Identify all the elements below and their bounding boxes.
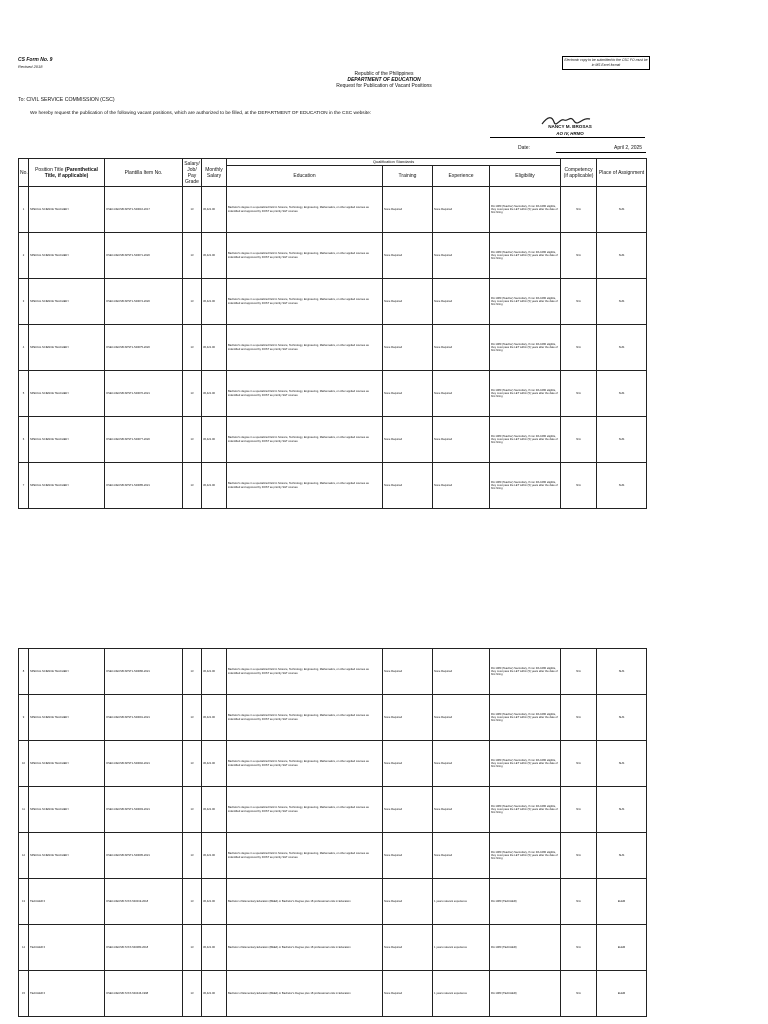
experience-cell: None Required (433, 649, 490, 695)
col-experience: Experience (433, 166, 490, 187)
col-position-title: Position Title (Parenthetical Title, if applicable) (29, 159, 105, 187)
experience-cell: None Required (433, 833, 490, 879)
competency-cell: N/A (561, 649, 597, 695)
education-cell: Bachelor's degree in a specialized field in Science, Technology, Engineering, Mathematics, or other applied courses as indentified and approved by DOST as priority S&T courses (227, 187, 383, 233)
competency-cell: N/A (561, 187, 597, 233)
competency-cell: N/A (561, 787, 597, 833)
education-cell: Bachelor's degree in a specialized field in Science, Technology, Engineering, Mathematics, or other applied courses as indentified and approved by DOST as priority S&T courses (227, 833, 383, 879)
plantilla-item-cell: OSEC-DECSB-SPST1-540077-2020 (105, 417, 183, 463)
table-row (19, 279, 647, 325)
col-plantilla: Plantilla Item No. (105, 159, 183, 187)
education-cell: Bachelor's degree in a specialized field in Science, Technology, Engineering, Mathematics, or other applied courses as indentified and approved by DOST as priority S&T courses (227, 233, 383, 279)
table-row (19, 325, 647, 371)
position-title-cell: SPECIAL SCIENCE TEACHER I (29, 325, 105, 371)
monthly-salary-cell: 36,421.00 (202, 741, 227, 787)
position-title-cell: SPECIAL SCIENCE TEACHER I (29, 233, 105, 279)
experience-cell: None Required (433, 695, 490, 741)
competency-cell: N/A (561, 325, 597, 371)
competency-cell: N/A (561, 463, 597, 509)
training-cell: None Required (383, 925, 433, 971)
row-number: 1 (19, 187, 29, 233)
salary-grade-cell: 13 (183, 741, 202, 787)
form-number: CS Form No. 9 (18, 57, 53, 63)
row-number: 13 (19, 879, 29, 925)
eligibility-cell: RA 1080 (TEACHER) (490, 879, 561, 925)
monthly-salary-cell: 36,421.00 (202, 187, 227, 233)
request-statement: We hereby request the publication of the following vacant positions, which are authorized to be filled, at the DEPARTMENT OF EDUCATION in the CSC website: (30, 111, 372, 116)
experience-cell: 1 years relevant experience (433, 925, 490, 971)
place-of-assignment-cell: ELEM (597, 879, 647, 925)
salary-grade-cell: 13 (183, 325, 202, 371)
plantilla-item-cell: OSEC-DECSB-SPST1-540076-2021 (105, 371, 183, 417)
competency-cell: N/A (561, 925, 597, 971)
signatory-position: AO IV, HRMO (556, 131, 584, 136)
row-number: 4 (19, 325, 29, 371)
eligibility-cell: RA 1080 (Teacher) Secondary, If non RA 1080 eligible, they must pass the LET within (5) years after the date of first hiring (490, 233, 561, 279)
education-cell: Bachelor of Elementary Education (BEEd) or Bachelor's Degree plus 18 professional units in Education (227, 879, 383, 925)
col-salary-grade: Salary/ Job/ Pay Grade (184, 160, 200, 185)
col-competency: Competency (if applicable) (561, 159, 597, 187)
position-title-cell: TEACHER II (29, 971, 105, 1017)
signature-line (490, 137, 645, 138)
col-training: Training (383, 166, 433, 187)
experience-cell: 1 years relevant experience (433, 879, 490, 925)
place-of-assignment-cell: SHS (597, 417, 647, 463)
plantilla-item-cell: OSEC-DECSB-SPST1-540016-2017 (105, 187, 183, 233)
plantilla-item-cell: OSEC-DECSB-T2XX-540446-1998 (105, 971, 183, 1017)
place-of-assignment-cell: ELEM (597, 971, 647, 1017)
date-value: April 2, 2025 (614, 145, 643, 151)
monthly-salary-cell: 36,421.00 (202, 325, 227, 371)
row-number: 6 (19, 417, 29, 463)
training-cell: None Required (383, 879, 433, 925)
position-title-cell: SPECIAL SCIENCE TEACHER I (29, 187, 105, 233)
salary-grade-cell: 13 (183, 787, 202, 833)
plantilla-item-cell: OSEC-DECSB-SPST1-540093-2021 (105, 787, 183, 833)
competency-cell: N/A (561, 741, 597, 787)
monthly-salary-cell: 36,421.00 (202, 463, 227, 509)
salary-grade-cell: 13 (183, 463, 202, 509)
competency-cell: N/A (561, 417, 597, 463)
competency-cell: N/A (561, 371, 597, 417)
place-of-assignment-cell: SHS (597, 233, 647, 279)
training-cell: None Required (383, 695, 433, 741)
table-row (19, 741, 647, 787)
education-cell: Bachelor's degree in a specialized field in Science, Technology, Engineering, Mathematics, or other applied courses as indentified and approved by DOST as priority S&T courses (227, 279, 383, 325)
row-number: 8 (19, 649, 29, 695)
plantilla-item-cell: OSEC-DECSB-SPST1-540075-2020 (105, 325, 183, 371)
position-title-cell: SPECIAL SCIENCE TEACHER I (29, 463, 105, 509)
date-label: Date: (518, 145, 530, 151)
form-revision: Revised 2018 (18, 64, 43, 69)
position-title-cell: TEACHER II (29, 925, 105, 971)
place-of-assignment-cell: SHS (597, 371, 647, 417)
salary-grade-cell: 13 (183, 879, 202, 925)
competency-cell: N/A (561, 695, 597, 741)
education-cell: Bachelor's degree in a specialized field in Science, Technology, Engineering, Mathematics, or other applied courses as indentified and approved by DOST as priority S&T courses (227, 417, 383, 463)
table-row (19, 879, 647, 925)
table-row (19, 417, 647, 463)
experience-cell: None Required (433, 417, 490, 463)
place-of-assignment-cell: SHS (597, 463, 647, 509)
row-number: 5 (19, 371, 29, 417)
position-title-cell: TEACHER II (29, 879, 105, 925)
eligibility-cell: RA 1080 (Teacher) Secondary, If non RA 1080 eligible, they must pass the LET within (5) years after the date of first hiring (490, 741, 561, 787)
col-monthly-salary: Monthly Salary (202, 159, 227, 187)
salary-grade-cell: 13 (183, 279, 202, 325)
date-underline (556, 152, 646, 153)
plantilla-item-cell: OSEC-DECSB-SPST1-540086-2021 (105, 649, 183, 695)
education-cell: Bachelor's degree in a specialized field in Science, Technology, Engineering, Mathematics, or other applied courses as indentified and approved by DOST as priority S&T courses (227, 741, 383, 787)
eligibility-cell: RA 1080 (Teacher) Secondary, If non RA 1080 eligible, they must pass the LET within (5) years after the date of first hiring (490, 279, 561, 325)
table-body-page1 (19, 187, 647, 509)
monthly-salary-cell: 36,421.00 (202, 279, 227, 325)
education-cell: Bachelor's degree in a specialized field in Science, Technology, Engineering, Mathematics, or other applied courses as indentified and approved by DOST as priority S&T courses (227, 649, 383, 695)
eligibility-cell: RA 1080 (Teacher) Secondary, If non RA 1080 eligible, they must pass the LET within (5) years after the date of first hiring (490, 371, 561, 417)
experience-cell: None Required (433, 325, 490, 371)
salary-grade-cell: 13 (183, 971, 202, 1017)
training-cell: None Required (383, 463, 433, 509)
addressee-line: To: CIVIL SERVICE COMMISSION (CSC) (18, 97, 115, 103)
position-title-cell: SPECIAL SCIENCE TEACHER I (29, 649, 105, 695)
experience-cell: None Required (433, 371, 490, 417)
row-number: 3 (19, 279, 29, 325)
plantilla-item-cell: OSEC-DECSB-SPST1-540091-2021 (105, 695, 183, 741)
monthly-salary-cell: 36,421.00 (202, 925, 227, 971)
position-title-cell: SPECIAL SCIENCE TEACHER I (29, 695, 105, 741)
competency-cell: N/A (561, 233, 597, 279)
education-cell: Bachelor of Elementary Education (BEEd) or Bachelor's Degree plus 18 professional units in Education (227, 925, 383, 971)
row-number: 9 (19, 695, 29, 741)
table-row (19, 695, 647, 741)
competency-cell: N/A (561, 879, 597, 925)
monthly-salary-cell: 36,421.00 (202, 971, 227, 1017)
competency-cell: N/A (561, 971, 597, 1017)
education-cell: Bachelor of Elementary Education (BEEd) or Bachelor's Degree plus 18 professional units in Education (227, 971, 383, 1017)
table-row (19, 187, 647, 233)
position-title-cell: SPECIAL SCIENCE TEACHER I (29, 279, 105, 325)
monthly-salary-cell: 36,421.00 (202, 417, 227, 463)
table-row (19, 833, 647, 879)
table-row (19, 649, 647, 695)
eligibility-cell: RA 1080 (Teacher) Secondary, If non RA 1080 eligible, they must pass the LET within (5) years after the date of first hiring (490, 649, 561, 695)
row-number: 15 (19, 971, 29, 1017)
education-cell: Bachelor's degree in a specialized field in Science, Technology, Engineering, Mathematics, or other applied courses as indentified and approved by DOST as priority S&T courses (227, 463, 383, 509)
plantilla-item-cell: OSEC-DECSB-T2XX-540080-2018 (105, 925, 183, 971)
row-number: 7 (19, 463, 29, 509)
salary-grade-cell: 13 (183, 233, 202, 279)
experience-cell: 1 years relevant experience (433, 971, 490, 1017)
training-cell: None Required (383, 279, 433, 325)
place-of-assignment-cell: SHS (597, 787, 647, 833)
place-of-assignment-cell: SHS (597, 649, 647, 695)
table-row (19, 463, 647, 509)
education-cell: Bachelor's degree in a specialized field in Science, Technology, Engineering, Mathematics, or other applied courses as indentified and approved by DOST as priority S&T courses (227, 371, 383, 417)
eligibility-cell: RA 1080 (Teacher) Secondary, If non RA 1080 eligible, they must pass the LET within (5) years after the date of first hiring (490, 787, 561, 833)
place-of-assignment-cell: ELEM (597, 925, 647, 971)
salary-grade-cell: 13 (183, 649, 202, 695)
eligibility-cell: RA 1080 (TEACHER) (490, 925, 561, 971)
monthly-salary-cell: 36,421.00 (202, 233, 227, 279)
row-number: 11 (19, 787, 29, 833)
place-of-assignment-cell: SHS (597, 833, 647, 879)
competency-cell: N/A (561, 833, 597, 879)
plantilla-item-cell: OSEC-DECSB-SPST1-540074-2020 (105, 279, 183, 325)
eligibility-cell: RA 1080 (Teacher) Secondary, If non RA 1080 eligible, they must pass the LET within (5) years after the date of first hiring (490, 325, 561, 371)
monthly-salary-cell: 36,421.00 (202, 371, 227, 417)
position-title-cell: SPECIAL SCIENCE TEACHER I (29, 833, 105, 879)
monthly-salary-cell: 36,421.00 (202, 879, 227, 925)
position-title-cell: SPECIAL SCIENCE TEACHER I (29, 787, 105, 833)
training-cell: None Required (383, 741, 433, 787)
vacancy-table-page1 (18, 158, 647, 509)
table-row (19, 787, 647, 833)
department-name: DEPARTMENT OF EDUCATION (347, 77, 421, 83)
salary-grade-cell: 13 (183, 925, 202, 971)
experience-cell: None Required (433, 279, 490, 325)
eligibility-cell: RA 1080 (Teacher) Secondary, If non RA 1080 eligible, they must pass the LET within (5) years after the date of first hiring (490, 463, 561, 509)
col-no: No. (19, 159, 29, 187)
eligibility-cell: RA 1080 (Teacher) Secondary, If non RA 1080 eligible, they must pass the LET within (5) years after the date of first hiring (490, 417, 561, 463)
plantilla-item-cell: OSEC-DECSB-SPST1-540092-2021 (105, 741, 183, 787)
training-cell: None Required (383, 325, 433, 371)
training-cell: None Required (383, 833, 433, 879)
education-cell: Bachelor's degree in a specialized field in Science, Technology, Engineering, Mathematics, or other applied courses as indentified and approved by DOST as priority S&T courses (227, 325, 383, 371)
experience-cell: None Required (433, 233, 490, 279)
monthly-salary-cell: 36,421.00 (202, 649, 227, 695)
col-qualification-standards: Qualification Standards (227, 159, 561, 166)
monthly-salary-cell: 36,421.00 (202, 695, 227, 741)
salary-grade-cell: 13 (183, 695, 202, 741)
plantilla-item-cell: OSEC-DECSB-SPST1-540071-2020 (105, 233, 183, 279)
training-cell: None Required (383, 233, 433, 279)
col-place: Place of Assignment (597, 159, 647, 187)
eligibility-cell: RA 1080 (Teacher) Secondary, If non RA 1080 eligible, they must pass the LET within (5) years after the date of first hiring (490, 695, 561, 741)
position-title-cell: SPECIAL SCIENCE TEACHER I (29, 371, 105, 417)
signatory-name: NANCY M. BROSAS (548, 124, 592, 129)
place-of-assignment-cell: SHS (597, 741, 647, 787)
table-row (19, 371, 647, 417)
eligibility-cell: RA 1080 (Teacher) Secondary, If non RA 1080 eligible, they must pass the LET within (5) years after the date of first hiring (490, 833, 561, 879)
plantilla-item-cell: OSEC-DECSB-SPST1-540085-2021 (105, 463, 183, 509)
row-number: 14 (19, 925, 29, 971)
education-cell: Bachelor's degree in a specialized field in Science, Technology, Engineering, Mathematics, or other applied courses as indentified and approved by DOST as priority S&T courses (227, 787, 383, 833)
table-row (19, 971, 647, 1017)
monthly-salary-cell: 36,421.00 (202, 833, 227, 879)
experience-cell: None Required (433, 187, 490, 233)
request-title: Request for Publication of Vacant Positions (336, 83, 432, 89)
place-of-assignment-cell: SHS (597, 325, 647, 371)
salary-grade-cell: 13 (183, 187, 202, 233)
training-cell: None Required (383, 187, 433, 233)
plantilla-item-cell: OSEC-DECSB-SPST1-540095-2021 (105, 833, 183, 879)
training-cell: None Required (383, 971, 433, 1017)
row-number: 2 (19, 233, 29, 279)
place-of-assignment-cell: SHS (597, 187, 647, 233)
position-title-cell: SPECIAL SCIENCE TEACHER I (29, 741, 105, 787)
eligibility-cell: RA 1080 (Teacher) Secondary, If non RA 1080 eligible, they must pass the LET within (5) years after the date of first hiring (490, 187, 561, 233)
place-of-assignment-cell: SHS (597, 695, 647, 741)
salary-grade-cell: 13 (183, 417, 202, 463)
training-cell: None Required (383, 371, 433, 417)
salary-grade-cell: 13 (183, 371, 202, 417)
row-number: 12 (19, 833, 29, 879)
vacancy-table-page2 (18, 648, 647, 1017)
table-row (19, 233, 647, 279)
training-cell: None Required (383, 787, 433, 833)
eligibility-cell: RA 1080 (TEACHER) (490, 971, 561, 1017)
experience-cell: None Required (433, 741, 490, 787)
col-education: Education (227, 166, 383, 187)
monthly-salary-cell: 36,421.00 (202, 787, 227, 833)
training-cell: None Required (383, 417, 433, 463)
salary-grade-cell: 13 (183, 833, 202, 879)
education-cell: Bachelor's degree in a specialized field in Science, Technology, Engineering, Mathematics, or other applied courses as indentified and approved by DOST as priority S&T courses (227, 695, 383, 741)
table-body-page2 (19, 649, 647, 1017)
table-row (19, 925, 647, 971)
plantilla-item-cell: OSEC-DECSB-T2XX-540019-2018 (105, 879, 183, 925)
position-title-cell: SPECIAL SCIENCE TEACHER I (29, 417, 105, 463)
training-cell: None Required (383, 649, 433, 695)
republic-line: Republic of the Philippines (354, 71, 414, 77)
row-number: 10 (19, 741, 29, 787)
col-eligibility: Eligibility (490, 166, 561, 187)
electronic-copy-note: Electronic copy to be submitted to the CSC FO must be in MS Excel format (562, 56, 650, 70)
experience-cell: None Required (433, 463, 490, 509)
place-of-assignment-cell: SHS (597, 279, 647, 325)
experience-cell: None Required (433, 787, 490, 833)
competency-cell: N/A (561, 279, 597, 325)
